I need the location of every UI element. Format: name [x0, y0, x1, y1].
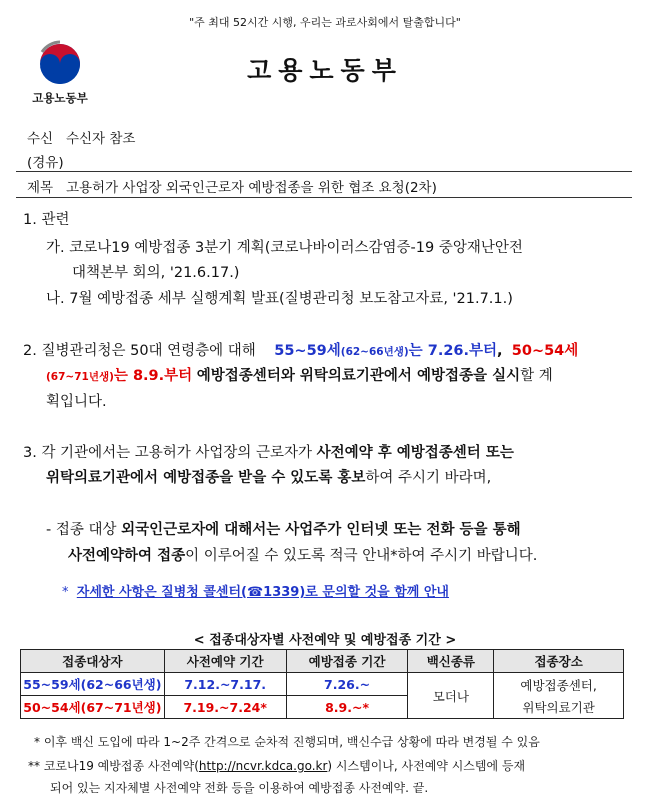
section1-heading: 1. 관련	[23, 212, 70, 228]
section1-item-b: 나. 7월 예방접종 세부 실행계획 발표(질병관리청 보도참고자료, '21.7.1.)	[46, 291, 513, 307]
table-row	[21, 673, 624, 696]
footnote-2-line2: 되어 있는 지자체별 사전예약 전화 등을 이용하여 예방접종 사전예약. 끝.	[50, 781, 429, 795]
subject-label: 제목	[27, 180, 54, 196]
table-cell: 7.26.~	[286, 673, 408, 696]
table-header: 예방접종 기간	[286, 650, 408, 673]
section3-line2: 위탁의료기관에서 예방접종을 받을 수 있도록 홍보하여 주시기 바라며,	[46, 470, 492, 486]
footnote-2-line1: ** 코로나19 예방접종 사전예약(http://ncvr.kdca.go.kr) 시스템이나, 사전예약 시스템에 등재	[28, 759, 526, 773]
vaccine-cell: 모더나	[408, 673, 494, 719]
section1-item-a-line1: 가. 코로나19 예방접종 3분기 계획(코로나바이러스감염증-19 중앙재난안전	[46, 240, 523, 256]
table-header-row	[21, 650, 624, 673]
divider-bottom	[16, 197, 632, 198]
table-caption: < 접종대상자별 사전예약 및 예방접종 기간 >	[193, 633, 457, 648]
recipient-label: 수신	[27, 131, 54, 147]
via-row: (경유)	[27, 155, 64, 171]
schedule-table	[20, 649, 624, 719]
section3-dash-line2: 사전예약하여 접종이 이루어질 수 있도록 적극 안내*하여 주시기 바랍니다.	[68, 548, 538, 564]
slogan: "주 최대 52시간 시행, 우리는 과로사회에서 탈출합니다"	[189, 16, 461, 29]
table-header: 사전예약 기간	[164, 650, 286, 673]
recipient-value: 수신자 참조	[65, 131, 136, 147]
subject-row	[27, 176, 437, 196]
document-title: 고용노동부	[247, 56, 403, 85]
place-cell: 예방접종센터, 위탁의료기관	[494, 673, 624, 719]
section2-line2: (67~71년생)는 8.9.부터 예방접종센터와 위탁의료기관에서 예방접종을 실시할 계	[46, 368, 553, 384]
subject-value: 고용허가 사업장 외국인근로자 예방접종을 위한 협조 요청(2차)	[65, 180, 437, 196]
section2-line3: 획입니다.	[46, 394, 107, 410]
org-name: 고용노동부	[32, 91, 88, 105]
table-cell: 55~59세(62~66년생)	[21, 673, 165, 696]
table-header: 백신종류	[408, 650, 494, 673]
table-header: 접종대상자	[21, 650, 165, 673]
section1-item-a-line2: 대책본부 회의, '21.6.17.)	[72, 265, 240, 281]
table-header: 접종장소	[494, 650, 624, 673]
section3-dash-line1: - 접종 대상 외국인근로자에 대해서는 사업주가 인터넷 또는 전화 등을 통해	[46, 522, 521, 538]
table-cell: 8.9.~*	[286, 696, 408, 719]
recipient-row	[27, 127, 135, 147]
section2-line1: 2. 질병관리청은 50대 연령층에 대해 55~59세(62~66년생)는 7.26.부터, 50~54세	[23, 343, 579, 359]
divider-top	[16, 171, 632, 172]
table-cell: 7.19.~7.24*	[164, 696, 286, 719]
footnote-1: * 이후 백신 도입에 따라 1~2주 간격으로 순차적 진행되며, 백신수급 상황에 따라 변경될 수 있음	[34, 735, 540, 749]
table-cell: 7.12.~7.17.	[164, 673, 286, 696]
reservation-link[interactable]: http://ncvr.kdca.go.kr	[198, 759, 328, 773]
table-cell: 50~54세(67~71년생)	[21, 696, 165, 719]
section3-line1: 3. 각 기관에서는 고용허가 사업장의 근로자가 사전예약 후 예방접종센터 또는	[23, 445, 514, 461]
contact-note: * 자세한 사항은 질병청 콜센터(☎1339)로 문의할 것을 함께 안내	[62, 585, 449, 600]
